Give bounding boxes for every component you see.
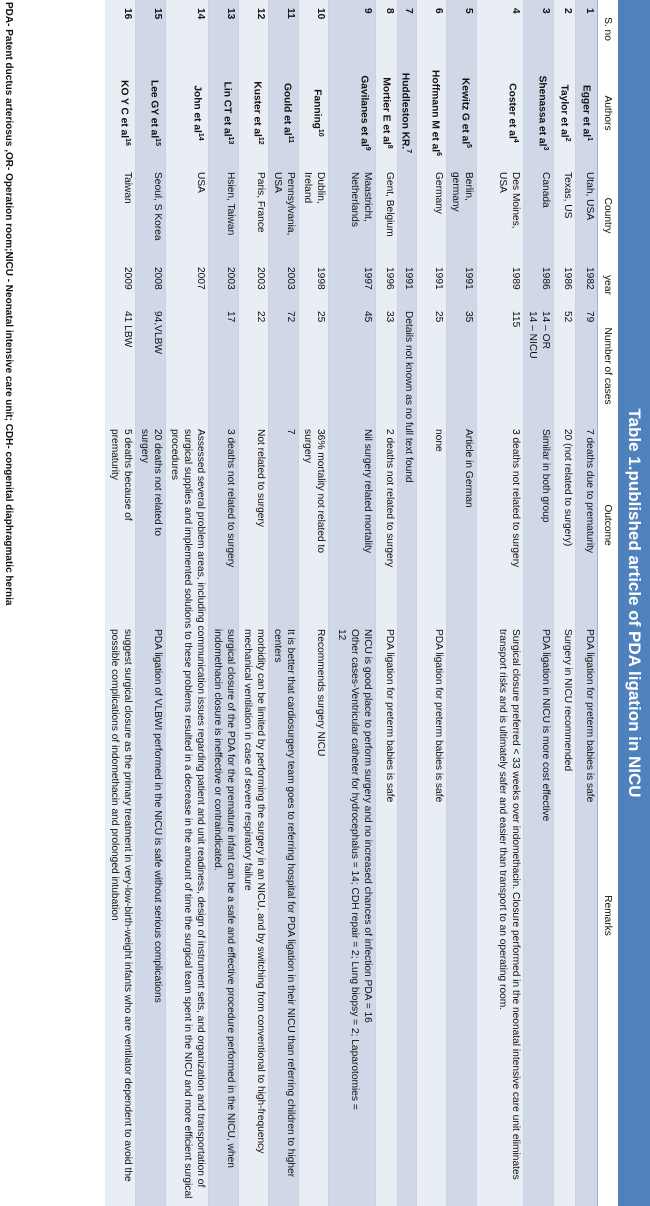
cell-year: 1982: [576, 263, 598, 307]
header-authors: Authors: [598, 58, 619, 168]
table-row: [105, 0, 135, 1206]
cell-sno: 5: [447, 0, 477, 58]
cell-outcome: 20 deaths not related to surgery: [135, 425, 165, 625]
cell-cases: 41 LBW: [105, 307, 135, 425]
cell-country: Hsien, Taiwan: [208, 168, 238, 263]
cell-remarks: suggest surgical closure as the primary treatment in very-low-birth-weight infants who are ventilator dependent to avoid the possible complications of indomethacin and prolonged intubation: [105, 625, 135, 1206]
cell-cases: [165, 307, 208, 425]
cell-author: [554, 58, 576, 168]
cell-sno: 8: [375, 0, 397, 58]
reference-number: 8: [385, 144, 393, 149]
cell-author: [268, 58, 298, 168]
author-name: Taylor et al: [558, 84, 570, 138]
cell-remarks: PDA ligation in NICU is more cost effective: [524, 625, 554, 1206]
cell-cases: 14 – OR 14 – NICU: [524, 307, 554, 425]
cell-outcome: 7 deaths due to prematurity: [576, 425, 598, 625]
author-name: Coster et al: [506, 83, 518, 139]
cell-outcome: none: [417, 425, 447, 625]
cell-year: 2003: [268, 263, 298, 307]
cell-year: 1996: [375, 263, 397, 307]
author-name: Lee GY et al: [148, 80, 160, 139]
cell-year: 2007: [165, 263, 208, 307]
cell-year: 2008: [135, 263, 165, 307]
cell-sno: 10: [298, 0, 328, 58]
cell-author: [135, 58, 165, 168]
cell-sno: 9: [328, 0, 375, 58]
cell-country: Dublin, Ireland: [298, 168, 328, 263]
header-sno: S. no: [598, 0, 619, 58]
cell-remarks: PDA ligation for preterm babies is safe: [417, 625, 447, 1206]
cell-author: [477, 58, 524, 168]
author-name: Kuster et al: [251, 81, 263, 137]
reference-number: 7: [405, 149, 412, 154]
reference-number: 9: [363, 146, 371, 151]
reference-number: 15: [153, 138, 161, 146]
table-row: [397, 0, 416, 1206]
cell-author: [447, 58, 477, 168]
table-row: [524, 0, 554, 1206]
reference-number: 13: [226, 136, 234, 145]
cell-country: Des Moines, USA: [477, 168, 524, 263]
reference-number: 4: [512, 138, 519, 143]
cell-author: [375, 58, 397, 168]
cell-year: 2003: [208, 263, 238, 307]
table-row: [208, 0, 238, 1206]
cell-remarks: morbidity can be limited by performing the surgery in an NICU, and by switching from conventional to high-frequency mechanical ventilation in case of severe respiratory failure: [238, 625, 268, 1206]
table-row: [477, 0, 524, 1206]
cell-author: [328, 58, 375, 168]
cell-country: Seoul, S Korea: [135, 168, 165, 263]
author-name: John et al: [191, 85, 203, 133]
reference-number: 10: [316, 128, 324, 137]
cell-country: Texas, US: [554, 168, 576, 263]
cell-remarks: PDA ligation of VLBWI performed in the NICU is safe without serious complications: [135, 625, 165, 1206]
cell-cases-note: Details not known as no full text found: [397, 307, 416, 1206]
cell-sno: 13: [208, 0, 238, 58]
reference-number: 12: [256, 136, 264, 145]
author-name: Gould et al: [281, 82, 293, 136]
cell-sno: 4: [477, 0, 524, 58]
cell-outcome: 3 deaths not related to surgery: [208, 425, 238, 625]
table-row: [165, 0, 208, 1206]
header-cases: Number of cases: [598, 307, 619, 425]
cell-cases: 22: [238, 307, 268, 425]
cell-cases: 94,VLBW: [135, 307, 165, 425]
cell-country: Pennsylvania, USA: [268, 168, 298, 263]
table-row: [298, 0, 328, 1206]
cell-sno: 14: [165, 0, 208, 58]
author-name: Fanning: [311, 89, 323, 129]
cell-cases: 17: [208, 307, 238, 425]
header-country: Country: [598, 168, 619, 263]
reference-number: 1: [586, 137, 593, 141]
cell-outcome: Nil surgery related mortality: [328, 425, 375, 625]
table-row: [268, 0, 298, 1206]
cell-author: [576, 58, 598, 168]
cell-year: 1989: [477, 263, 524, 307]
header-year: year: [598, 263, 619, 307]
cell-year: 1997: [328, 263, 375, 307]
reference-number: 3: [542, 146, 549, 151]
author-name: Kewitz G et al: [459, 77, 471, 145]
header-remarks: Remarks: [598, 625, 619, 1206]
author-name: Lin CT et al: [221, 81, 233, 137]
cell-remarks: Surgical closure preferred < 33 weeks over indomethacin. Closure performed in the neonatal intensive care unit eliminates transport risks and is ultimately safer and easier than transport to an operating room.: [477, 625, 524, 1206]
cell-author: [524, 58, 554, 168]
cell-cases: 25: [417, 307, 447, 425]
cell-outcome: Article in German: [447, 425, 477, 625]
table-row: [576, 0, 598, 1206]
cell-cases: 35: [447, 307, 477, 425]
table-row: [554, 0, 576, 1206]
author-name: Shenassa et al: [536, 75, 548, 147]
cell-year: 1991: [447, 263, 477, 307]
cell-outcome: 3 deaths not related to surgery: [477, 425, 524, 625]
cell-cases: 72: [268, 307, 298, 425]
cell-outcome: 5 deaths because of prematurity: [105, 425, 135, 625]
cell-cases: 33: [375, 307, 397, 425]
cell-country: Canada: [524, 168, 554, 263]
cell-remarks: It is better that cardiosurgery team goes to referring hospital for PDA ligation in their NICU than referring children to higher centers: [268, 625, 298, 1206]
cell-remarks: Surgery in NICU recommended: [554, 625, 576, 1206]
author-name: KO Y C et al: [118, 80, 130, 139]
cell-country: Germany: [417, 168, 447, 263]
cell-sno: 7: [397, 0, 416, 58]
author-name: Huddleston KR.: [399, 72, 411, 150]
table-title: Table 1.published article of PDA ligation in NICU: [618, 0, 650, 1206]
table-row: [238, 0, 268, 1206]
cell-sno: 11: [268, 0, 298, 58]
cell-outcome: 20 (not related to surgery): [554, 425, 576, 625]
cell-remarks: PDA ligation for preterm babies is safe: [576, 625, 598, 1206]
cell-sno: 12: [238, 0, 268, 58]
reference-number: 16: [123, 138, 131, 146]
cell-year: 2003: [238, 263, 268, 307]
cell-cases: 25: [298, 307, 328, 425]
cell-remarks: Recommends surgery NICU: [298, 625, 328, 1206]
cell-author: [298, 58, 328, 168]
cell-outcome: 2 deaths not related to surgery: [375, 425, 397, 625]
cell-country: USA: [165, 168, 208, 263]
cell-year: 2009: [105, 263, 135, 307]
cell-outcome: 7: [268, 425, 298, 625]
author-name: Hoffmann M et al: [429, 70, 441, 153]
cell-author: [105, 58, 135, 168]
cell-country: Utah, USA: [576, 168, 598, 263]
reference-number: 14: [196, 132, 204, 141]
cell-sno: 15: [135, 0, 165, 58]
table-row: [328, 0, 375, 1206]
table-header-row: [598, 0, 619, 1206]
cell-author: [165, 58, 208, 168]
cell-author: [208, 58, 238, 168]
cell-outcome: 36% mortality not related to surgery: [298, 425, 328, 625]
cell-outcome: Similar in both group: [524, 425, 554, 625]
cell-cases: 52: [554, 307, 576, 425]
cell-cases: 79: [576, 307, 598, 425]
reference-number: 5: [465, 144, 472, 149]
cell-country: Taiwan: [105, 168, 135, 263]
reference-number: 11: [286, 135, 294, 144]
cell-sno: 3: [524, 0, 554, 58]
author-name: Egger et al: [580, 85, 592, 138]
table-row: [135, 0, 165, 1206]
cell-author: [238, 58, 268, 168]
table-row: [417, 0, 447, 1206]
pda-ligation-table: [105, 0, 618, 1206]
cell-year: 1986: [554, 263, 576, 307]
cell-author: [397, 58, 416, 168]
cell-sno: 2: [554, 0, 576, 58]
cell-year: 1991: [417, 263, 447, 307]
cell-country: Paris, France: [238, 168, 268, 263]
footnote: PDA- Patent ductus arteriosus ,OR- Operation room;NICU - Neonatal intensive care unit; CDH- congenital diaphragmatic hernia: [3, 2, 14, 606]
reference-number: 2: [564, 137, 571, 142]
cell-remarks: surgical closure of the PDA for the premature infant can be a safe and effective procedure performed in the NICU, when indomethacin closure is ineffective or contraindicated.: [208, 625, 238, 1206]
cell-outcome: Assessed several problem areas, including communication issues regarding patient and unit readiness, design of instrument sets, and organization and transportation of surgical supplies and implemented solutions to these problems resulted in a decrease in the amount of time the surgical team spent in the NICU and more efficient surgical procedures: [165, 425, 208, 1206]
cell-country: [397, 168, 416, 263]
cell-remarks: PDA ligation for preterm babies is safe: [375, 625, 397, 1206]
author-name: Gavilanes et al: [358, 75, 370, 147]
cell-sno: 1: [576, 0, 598, 58]
table-row: [375, 0, 397, 1206]
cell-cases: 115: [477, 307, 524, 425]
cell-cases: 45: [328, 307, 375, 425]
cell-country: Maastricht, Netherlands: [328, 168, 375, 263]
cell-remarks: [447, 625, 477, 1206]
cell-sno: 16: [105, 0, 135, 58]
cell-author: [417, 58, 447, 168]
header-outcome: Outcome: [598, 425, 619, 625]
cell-outcome: Not related to surgery: [238, 425, 268, 625]
cell-country: Berlin, germany: [447, 168, 477, 263]
cell-sno: 6: [417, 0, 447, 58]
reference-number: 6: [435, 152, 442, 156]
cell-remarks: NICU is good place to perform surgery and no increased chances of infection PDA = 16 Other cases-Ventricular catheter for hydrocephalus = 14; CDH repair = 2; Lung biopsy = 2; Laparotomies = 12: [328, 625, 375, 1206]
table-row: [447, 0, 477, 1206]
cell-country: Gent, Belgium: [375, 168, 397, 263]
cell-year: 1991: [397, 263, 416, 307]
author-name: Mortier E et al: [380, 77, 392, 145]
cell-year: 1998: [298, 263, 328, 307]
cell-year: 1986: [524, 263, 554, 307]
